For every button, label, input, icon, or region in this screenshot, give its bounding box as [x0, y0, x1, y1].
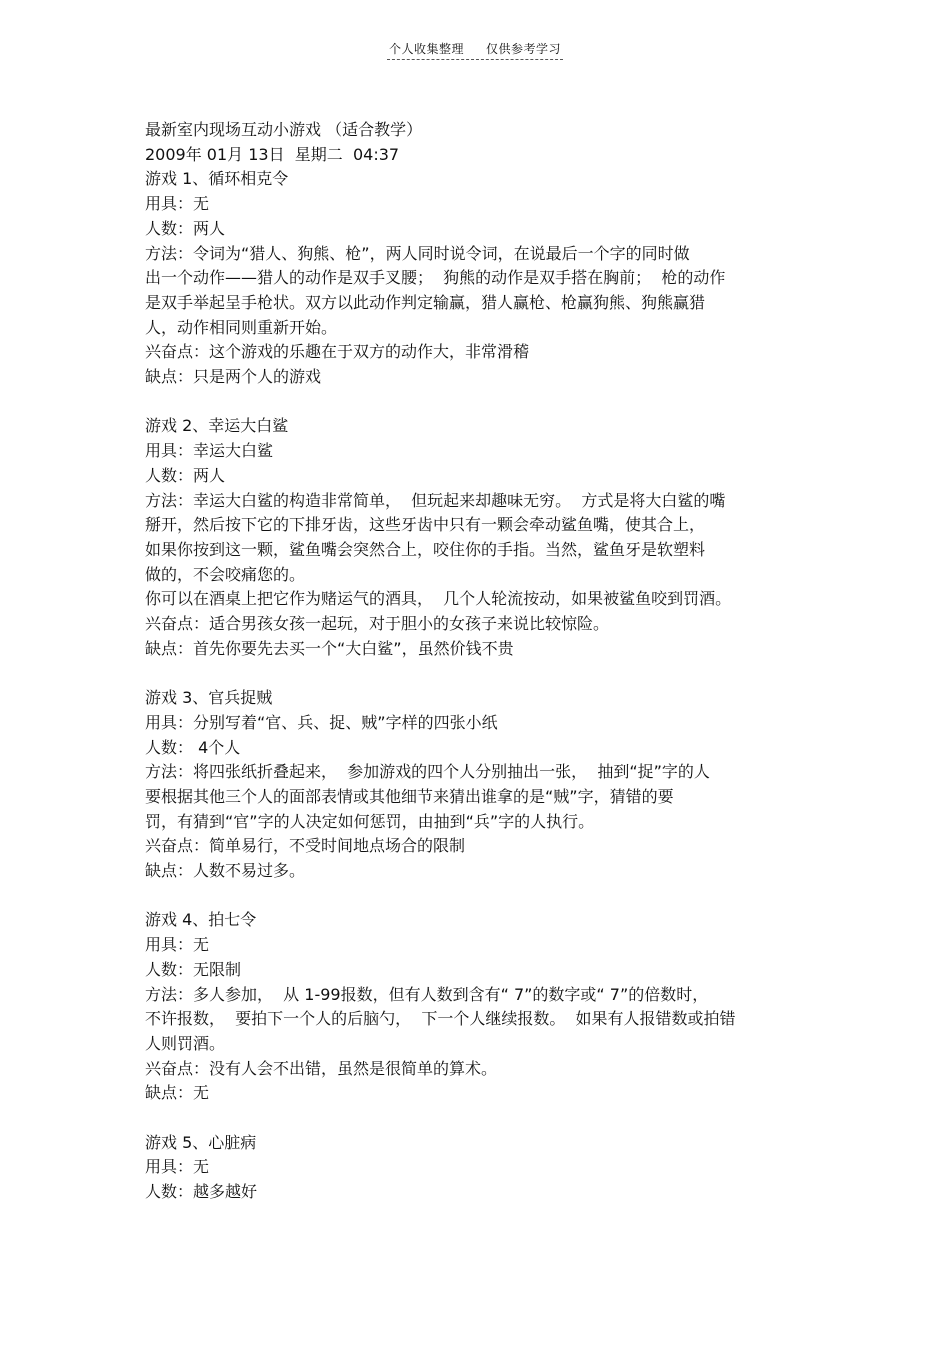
- game-text-line: 缺点：人数不易过多。: [145, 861, 306, 881]
- game-text-line: 兴奋点：这个游戏的乐趣在于双方的动作大，非常滑稽: [145, 342, 530, 362]
- game-text-line: 用具：无: [145, 1157, 210, 1177]
- game-text-line: 是双手举起呈手枪状。双方以此动作判定输赢，猎人赢枪、枪赢狗熊、狗熊赢猎: [145, 292, 706, 312]
- game-text-line: 人，动作相同则重新开始。: [145, 317, 338, 337]
- game-heading: 游戏 1、循环相克令: [145, 169, 289, 189]
- section-gap: [145, 884, 810, 909]
- game-text-line: 缺点：首先你要先去买一个“大白鲨”，虽然价钱不贵: [145, 638, 514, 658]
- section-gap: [145, 390, 810, 415]
- game-text-line: 做的，不会咬痛您的。: [145, 564, 306, 584]
- game-heading: 游戏 4、拍七令: [145, 910, 257, 930]
- game-section-1: [145, 167, 810, 389]
- game-text-line: 用具：幸运大白鲨: [145, 441, 274, 461]
- game-text-line: 兴奋点：没有人会不出错，虽然是很简单的算术。: [145, 1058, 498, 1078]
- game-text-line: 人数：越多越好: [145, 1182, 258, 1202]
- game-text-line: 用具：无: [145, 194, 210, 214]
- section-gap: [145, 661, 810, 686]
- game-text-line: 用具：分别写着“官、兵、捉、贼”字样的四张小纸: [145, 712, 498, 732]
- game-section-2: [145, 414, 810, 661]
- game-text-line: 人数：无限制: [145, 959, 242, 979]
- header-left-text: 个人收集整理: [388, 42, 464, 56]
- game-text-line: 缺点：无: [145, 1083, 210, 1103]
- game-text-line: 不许报数， 要拍下一个人的后脑勺， 下一个人继续报数。 如果有人报错数或拍错: [145, 1009, 736, 1029]
- game-section-5: [145, 1131, 810, 1205]
- game-text-line: 掰开，然后按下它的下排牙齿，这些牙齿中只有一颗会牵动鲨鱼嘴，使其合上，: [145, 515, 706, 535]
- game-text-line: 人数：两人: [145, 465, 226, 485]
- document-body: [145, 118, 810, 1205]
- section-gap: [145, 1106, 810, 1131]
- game-heading: 游戏 2、幸运大白鲨: [145, 416, 289, 436]
- game-text-line: 如果你按到这一颗，鲨鱼嘴会突然合上，咬住你的手指。当然，鲨鱼牙是软塑料: [145, 539, 706, 559]
- game-heading: 游戏 5、心脏病: [145, 1132, 257, 1152]
- game-text-line: 出一个动作——猎人的动作是双手叉腰； 狗熊的动作是双手搭在胸前； 枪的动作: [145, 268, 726, 288]
- header-note: [387, 40, 563, 60]
- game-text-line: 你可以在酒桌上把它作为赌运气的酒具， 几个人轮流按动，如果被鲨鱼咬到罚酒。: [145, 589, 732, 609]
- game-text-line: 人数： 4个人: [145, 737, 241, 757]
- game-text-line: 用具：无: [145, 935, 210, 955]
- game-text-line: 兴奋点：适合男孩女孩一起玩，对于胆小的女孩子来说比较惊险。: [145, 614, 610, 634]
- document-date: 2009年 01月 13日 星期二 04:37: [145, 144, 400, 164]
- game-text-line: 方法：幸运大白鲨的构造非常简单， 但玩起来却趣味无穷。 方式是将大白鲨的嘴: [145, 490, 726, 510]
- game-text-line: 方法：将四张纸折叠起来， 参加游戏的四个人分别抽出一张， 抽到“捉”字的人: [145, 762, 710, 782]
- game-section-4: [145, 908, 810, 1106]
- header-right-text: 仅供参考学习: [486, 42, 562, 56]
- page-header: [0, 38, 950, 60]
- game-text-line: 缺点：只是两个人的游戏: [145, 367, 322, 387]
- game-text-line: 兴奋点：简单易行，不受时间地点场合的限制: [145, 836, 466, 856]
- game-text-line: 人数：两人: [145, 218, 226, 238]
- game-text-line: 方法：令词为“猎人、狗熊、枪”，两人同时说令词，在说最后一个字的同时做: [145, 243, 690, 263]
- game-text-line: 要根据其他三个人的面部表情或其他细节来猜出谁拿的是“贼”字，猜错的要: [145, 786, 674, 806]
- game-text-line: 人则罚酒。: [145, 1033, 226, 1053]
- game-text-line: 方法：多人参加， 从 1-99报数，但有人数到含有“ 7”的数字或“ 7”的倍数时，: [145, 984, 709, 1004]
- game-section-3: [145, 686, 810, 884]
- games-list: [145, 167, 810, 1204]
- game-text-line: 罚，有猜到“官”字的人决定如何惩罚，由抽到“兵”字的人执行。: [145, 811, 595, 831]
- game-heading: 游戏 3、官兵捉贼: [145, 688, 273, 708]
- document-title: 最新室内现场互动小游戏 （适合教学）: [145, 120, 423, 139]
